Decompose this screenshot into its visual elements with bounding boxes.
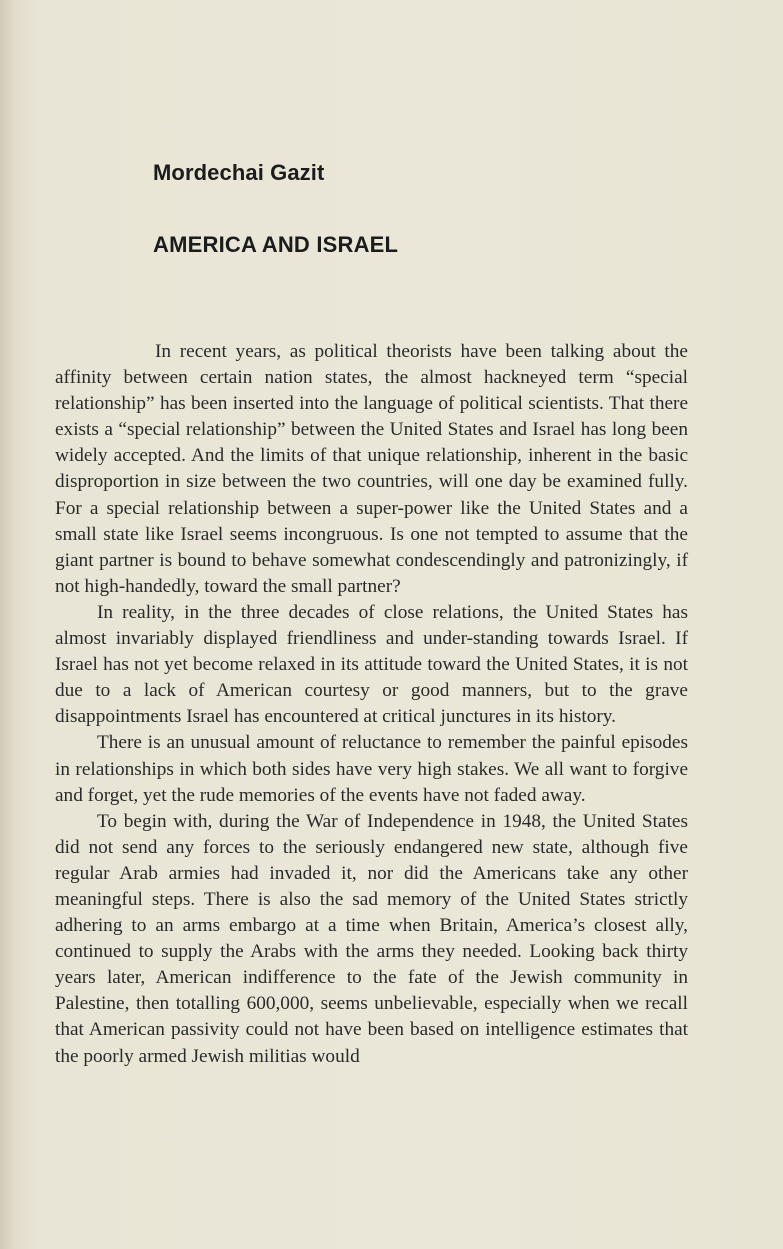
author-name: Mordechai Gazit <box>153 160 325 185</box>
paragraph-2: In reality, in the three decades of close relations, the United States has almost invariably displayed friendliness and under-standing towards Israel. If Israel has not yet become relaxed in its attitude toward the United States, it is not due to a lack of American courtesy or good manners, but to the grave disappointments Israel has encountered at critical junctures in its history. <box>55 601 688 728</box>
paragraph-3: There is an unusual amount of reluctance to remember the painful episodes in relationships in which both sides have very high stakes. We all want to forgive and forget, yet the rude memories of the events have not faded away. <box>55 732 688 806</box>
chapter-title: AMERICA AND ISRAEL <box>153 232 399 257</box>
paragraph-4: To begin with, during the War of Independence in 1948, the United States did not send any forces to the seriously endangered new state, although five regular Arab armies had invaded it, nor did the Americans take any other meaningful steps. There is also the sad memory of the United States strictly adhering to an arms embargo at a time when Britain, America’s closest ally, continued to supply the Arabs with the arms they needed. Looking back thirty years later, American indifference to the fate of the Jewish community in Palestine, then totalling 600,000, seems unbelievable, especially when we recall that American passivity could not have been based on intelligence estimates that the poorly armed Jewish militias would <box>55 810 688 1067</box>
paragraph-1: In recent years, as political theorists have been talking about the affinity between certain nation states, the almost hackneyed term “special relationship” has been inserted into the language of political scientists. That there exists a “special relationship” between the United States and Israel has long been widely accepted. And the limits of that unique relationship, inherent in the basic disproportion in size between the two countries, will one day be examined fully. For a special relationship between a super-power like the United States and a small state like Israel seems incongruous. Is one not tempted to assume that the giant partner is bound to behave somewhat condescendingly and patronizingly, if not high-handedly, toward the small partner? <box>55 341 688 597</box>
body-text <box>55 339 688 1070</box>
